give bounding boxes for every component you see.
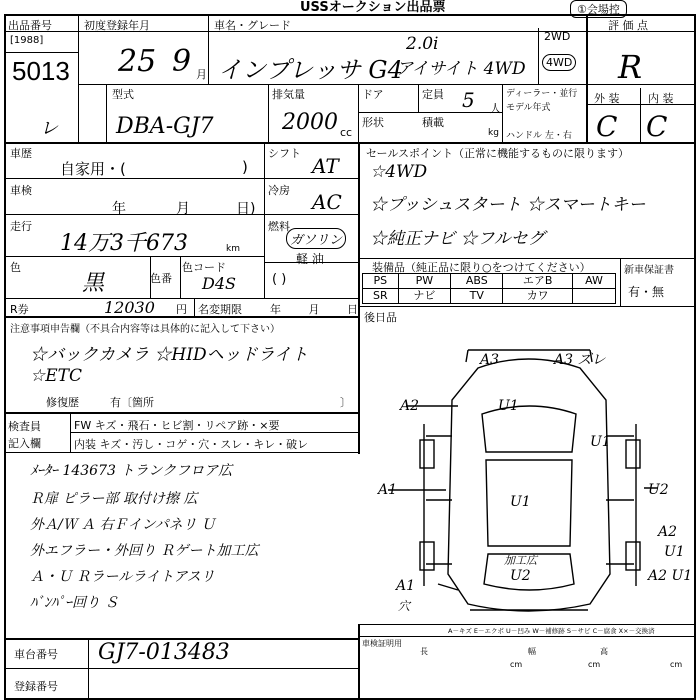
capacity-label: 定員 [422, 88, 444, 101]
inspector-note-3: 外Ａ/Ｗ Ａ 右Ｆインパネリ Ｕ [30, 517, 216, 533]
history-close: ) [242, 158, 248, 176]
damage-mark-14: A1 [396, 578, 416, 594]
inspector-note-2: Ｒ扉 ピラー部 取付け擦 広 [30, 491, 198, 507]
int-label: 内 装 [648, 92, 674, 105]
drive-4wd-circled: 4WD [542, 54, 576, 71]
damage-mark-2: A3 ズレ [554, 352, 606, 368]
fuel-paren: ( ) [272, 272, 287, 287]
registration-year: 25 [118, 44, 157, 79]
shift-value: AT [312, 154, 339, 178]
type-label: 型式 [112, 88, 134, 101]
front-windshield [482, 406, 576, 452]
model-grade-1: 2.0i [406, 34, 439, 54]
equipment-label: 装備品（純正品に限り○をつけてください） [372, 261, 591, 274]
notes-line-1: ☆バックカメラ ☆HIDヘッドライト [30, 345, 309, 365]
vehicle-damage-diagram [358, 328, 696, 624]
damage-mark-6: A1 [378, 482, 398, 498]
load-unit: kg [488, 128, 499, 138]
sales-point-2: ☆プッシュスタート ☆スマートキー [370, 195, 646, 215]
equip-aw: AW [573, 274, 616, 289]
model-grade-2: アイサイト 4WD [396, 59, 526, 79]
inspector-note-6: ﾊﾞﾝﾊﾟｰ回り Ｓ [30, 595, 119, 611]
color-value: 黒 [82, 271, 105, 296]
cert-cm-1: cm [510, 660, 523, 669]
equip-ps: PS [363, 274, 399, 289]
model-name: インプレッサ G4 [218, 56, 403, 84]
ext-label: 外 装 [594, 92, 620, 105]
displacement-unit: cc [340, 126, 353, 139]
damage-mark-5: U1 [590, 434, 611, 450]
damage-mark-10: U1 [664, 544, 685, 560]
notes-label: 注意事項申告欄（不具合内容等は具体的に記入して下さい） [10, 324, 280, 335]
chassis-label: 車台番号 [14, 648, 58, 661]
checker-label-1: 検査員 [8, 420, 41, 433]
cert-height: 高 [600, 647, 608, 656]
fuel-label: 燃料 [268, 220, 290, 233]
wheel-rr [626, 542, 640, 570]
capacity-value: 5 [462, 88, 475, 112]
handle-label: ハンドル 左・右 [506, 131, 572, 141]
color-label: 色 [10, 261, 21, 274]
mileage-value: 14万3千673 [60, 231, 188, 256]
mileage-label: 走行 [10, 220, 32, 233]
registration-month: 9 [172, 44, 192, 79]
equip-pw: PW [398, 274, 450, 289]
damage-mark-9: A2 [658, 524, 678, 540]
fuel-diesel: 軽 油 [296, 252, 324, 266]
model-label: 車名・グレード [214, 19, 291, 32]
equip-abs: ABS [451, 274, 503, 289]
inspection-label: 車検 [10, 184, 32, 197]
inspector-note-5: Ａ・Ｕ Ｒラールライトアスリ [30, 569, 215, 585]
expiry-units: 年 月 日 [270, 303, 358, 316]
ext-value: C [596, 110, 618, 143]
drive-2wd-label: 2WD [544, 30, 571, 43]
history-label: 車歴 [10, 147, 32, 160]
shape-label: 形状 [362, 116, 384, 129]
int-value: C [646, 110, 668, 143]
checker-row-1: FW キズ・飛石・ヒビ割・リペア跡・×要 [74, 419, 280, 432]
warranty-value: 有・無 [628, 285, 665, 299]
lot-mark: レ [40, 118, 58, 139]
model-year-label: モデル年式 [506, 103, 551, 113]
inspector-note-4: 外エフラー・外回り Ｒゲート加工広 [30, 543, 259, 559]
damage-mark-13: 加工広 [504, 554, 537, 567]
aircon-label: 冷房 [268, 184, 290, 197]
shift-label: シフト [268, 147, 301, 160]
repair-label: 修復歴 [46, 396, 79, 409]
equip-leather: カワ [503, 289, 573, 304]
chassis-value: GJ7-013483 [98, 640, 230, 665]
score-label: 評 価 点 [608, 19, 648, 32]
sales-points-label: セールスポイント（正常に機能するものに限ります） [366, 147, 630, 160]
color-code-value: D4S [202, 274, 236, 293]
equip-tv: TV [451, 289, 503, 304]
equip-airbag: エアB [503, 274, 573, 289]
type-value: DBA-GJ7 [116, 114, 214, 139]
repair-close: 〕 [340, 396, 351, 409]
displacement-label: 排気量 [272, 88, 305, 101]
color-change-label: 色コード [182, 261, 226, 274]
cert-length: 長 [420, 647, 428, 656]
wheel-fr [626, 440, 640, 468]
equip-blank [573, 289, 616, 304]
cert-width: 幅 [528, 647, 536, 656]
inspector-note-1: ﾒｰﾀｰ 143673 トランクフロア広 [30, 463, 233, 479]
color-code-label: 色番 [150, 272, 172, 285]
lot-sub: [1988] [10, 35, 44, 46]
cert-cm-2: cm [588, 660, 601, 669]
expiry-label: 名変期限 [198, 303, 242, 316]
recycle-label: R券 [10, 303, 29, 316]
damage-mark-11: U2 [510, 568, 531, 584]
lot-number: 5013 [12, 56, 70, 86]
score-value: R [618, 48, 643, 86]
load-label: 積載 [422, 116, 444, 129]
dealer-label: ディーラー・並行 [506, 89, 578, 99]
damage-mark-15: 穴 [398, 599, 411, 613]
inspection-month-unit: 月 [176, 201, 190, 217]
equipment-grid [362, 273, 616, 304]
inspection-day-unit: 日) [236, 201, 256, 217]
cert-cm-3: cm [670, 660, 683, 669]
door-label: ドア [362, 88, 384, 101]
right-side-lines [606, 436, 634, 564]
checker-row-2: 内装 キズ・汚し・コゲ・穴・スレ・キレ・破レ [74, 438, 309, 451]
damage-mark-7: U1 [510, 494, 531, 510]
recycle-unit: 円 [176, 303, 187, 316]
registration-label: 初度登録年月 [84, 19, 150, 32]
mileage-unit: km [226, 244, 240, 254]
banner: USSオークション出品票 [300, 0, 446, 15]
damage-mark-12: A2 U1 [648, 568, 693, 584]
history-value: 自家用・( [60, 160, 126, 178]
rear-label: 後日品 [364, 311, 397, 324]
recycle-value: 12030 [104, 298, 155, 317]
warranty-label: 新車保証書 [624, 265, 674, 276]
fuel-gasoline-circled: ガソリン [286, 228, 346, 249]
lot-label: 出品番号 [8, 19, 52, 32]
notes-line-2: ☆ETC [30, 366, 82, 386]
displacement-value: 2000 [282, 110, 338, 135]
equip-sr: SR [363, 289, 399, 304]
cert-label: 車検証明用 [362, 639, 402, 648]
damage-mark-1: A3 [480, 352, 500, 368]
wheel-fl [420, 440, 434, 468]
checker-label-2: 記入欄 [8, 437, 41, 450]
sales-point-1: ☆4WD [370, 162, 428, 182]
aircon-value: AC [312, 190, 342, 214]
damage-mark-3: U1 [498, 398, 519, 414]
damage-legend: A－キズ E－エクボ U－凹み W－補修跡 S－サビ C－腐食 X×－交換済 [448, 627, 655, 635]
repair-value: 有〔箇所 [110, 396, 154, 409]
capacity-unit: 人 [490, 102, 501, 115]
damage-mark-8: U2 [648, 482, 669, 498]
reg-label: 登録番号 [14, 680, 58, 693]
wheel-rl [420, 542, 434, 570]
sales-point-3: ☆純正ナビ ☆フルセグ [370, 229, 545, 249]
damage-mark-4: A2 [400, 398, 420, 414]
venue-tag: ①会場控 [570, 0, 627, 18]
equip-navi: ナビ [398, 289, 450, 304]
inspection-year-unit: 年 [112, 201, 126, 217]
registration-month-unit: 月 [196, 68, 207, 81]
